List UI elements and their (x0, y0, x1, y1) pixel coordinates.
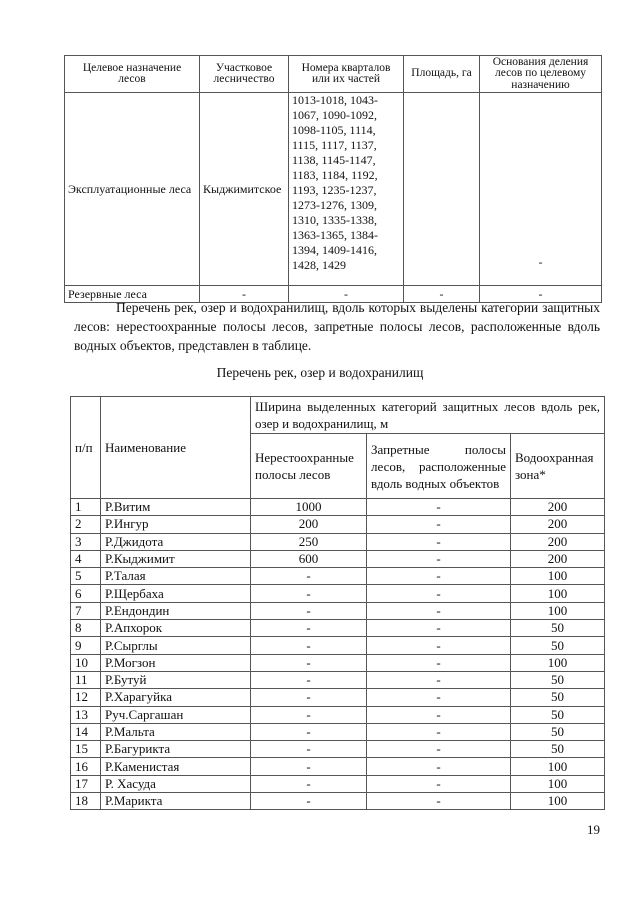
cell-num: 16 (71, 758, 101, 775)
header-num: п/п (71, 397, 101, 499)
cell-forbidden: - (367, 620, 511, 637)
cell-spawning: - (251, 620, 367, 637)
river-row (71, 499, 605, 516)
cell-water-zone: 50 (511, 689, 605, 706)
cell-num: 2 (71, 516, 101, 533)
river-row (71, 585, 605, 602)
header-basis: Основания деления лесов по целевому назначению (480, 56, 602, 93)
cell-water-zone: 100 (511, 602, 605, 619)
cell-spawning: - (251, 758, 367, 775)
cell-water-zone: 200 (511, 550, 605, 567)
header-name: Наименование (101, 397, 251, 499)
river-row (71, 637, 605, 654)
cell-num: 6 (71, 585, 101, 602)
rivers-header-row (71, 397, 605, 434)
page-number: 19 (587, 822, 600, 837)
cell-river-name: Р.Марикта (101, 793, 251, 810)
header-width-group: Ширина выделенных категорий защитных лесов вдоль рек, озер и водохранилищ, м (251, 397, 605, 434)
cell-num: 1 (71, 499, 101, 516)
cell-purpose: Эксплуатационные леса (65, 93, 200, 286)
cell-water-zone: 100 (511, 568, 605, 585)
cell-spawning: - (251, 741, 367, 758)
cell-forbidden: - (367, 516, 511, 533)
cell-river-name: Р.Ингур (101, 516, 251, 533)
cell-forbidden: - (367, 671, 511, 688)
cell-water-zone: 50 (511, 620, 605, 637)
cell-water-zone: 100 (511, 793, 605, 810)
cell-river-name: Р.Щербаха (101, 585, 251, 602)
cell-forbidden: - (367, 585, 511, 602)
cell-river-name: Р.Мальта (101, 723, 251, 740)
cell-forbidden: - (367, 741, 511, 758)
cell-water-zone: 200 (511, 499, 605, 516)
cell-forbidden: - (367, 723, 511, 740)
header-district: Участковое лесничество (200, 56, 289, 93)
forest-purpose-table (64, 55, 602, 303)
river-row (71, 602, 605, 619)
cell-quarters: - (289, 286, 404, 303)
cell-num: 5 (71, 568, 101, 585)
river-row (71, 550, 605, 567)
header-water-zone: Водоохранная зона* (511, 434, 605, 499)
cell-spawning: - (251, 723, 367, 740)
cell-num: 18 (71, 793, 101, 810)
cell-quarters: 1013-1018, 1043-1067, 1090-1092, 1098-1105, 1114, 1115, 1117, 1137, 1138, 1145-1147, 1183, 1184, 1192, 1193, 1235-1237, 1273-1276, 1309, 1310, 1335-1338, 1363-1365, 1384-1394, 1409-1416, 1428, 1429 (289, 93, 404, 286)
cell-water-zone: 50 (511, 671, 605, 688)
river-row (71, 671, 605, 688)
cell-basis: - (480, 93, 602, 286)
cell-water-zone: 50 (511, 706, 605, 723)
cell-river-name: Р.Багурикта (101, 741, 251, 758)
river-row (71, 793, 605, 810)
cell-river-name: Р.Могзон (101, 654, 251, 671)
header-area: Площадь, га (404, 56, 480, 93)
header-quarters: Номера кварталов или их частей (289, 56, 404, 93)
river-row (71, 706, 605, 723)
cell-spawning: 600 (251, 550, 367, 567)
cell-river-name: Р.Витим (101, 499, 251, 516)
cell-area (404, 93, 480, 286)
cell-forbidden: - (367, 550, 511, 567)
cell-forbidden: - (367, 568, 511, 585)
river-row (71, 620, 605, 637)
river-row (71, 533, 605, 550)
cell-river-name: Р.Джидота (101, 533, 251, 550)
cell-num: 4 (71, 550, 101, 567)
cell-num: 3 (71, 533, 101, 550)
cell-num: 11 (71, 671, 101, 688)
cell-spawning: - (251, 671, 367, 688)
cell-num: 7 (71, 602, 101, 619)
cell-num: 8 (71, 620, 101, 637)
river-row (71, 758, 605, 775)
cell-river-name: Руч.Саргашан (101, 706, 251, 723)
river-row (71, 741, 605, 758)
cell-river-name: Р.Ендондин (101, 602, 251, 619)
cell-spawning: - (251, 775, 367, 792)
cell-spawning: - (251, 602, 367, 619)
rivers-table-body (71, 499, 605, 810)
cell-district: - (200, 286, 289, 303)
river-row (71, 689, 605, 706)
cell-forbidden: - (367, 602, 511, 619)
cell-num: 15 (71, 741, 101, 758)
cell-forbidden: - (367, 654, 511, 671)
cell-forbidden: - (367, 706, 511, 723)
header-spawning: Нерестоохранные полосы лесов (251, 434, 367, 499)
cell-area: - (404, 286, 480, 303)
cell-water-zone: 200 (511, 516, 605, 533)
cell-spawning: - (251, 793, 367, 810)
river-row (71, 516, 605, 533)
cell-spawning: - (251, 585, 367, 602)
cell-spawning: - (251, 568, 367, 585)
rivers-table (70, 396, 605, 810)
river-row (71, 723, 605, 740)
cell-river-name: Р.Харагуйка (101, 689, 251, 706)
cell-spawning: 200 (251, 516, 367, 533)
cell-spawning: - (251, 706, 367, 723)
cell-spawning: - (251, 654, 367, 671)
forest-table-header-row (65, 56, 602, 93)
cell-num: 17 (71, 775, 101, 792)
cell-water-zone: 100 (511, 585, 605, 602)
cell-num: 10 (71, 654, 101, 671)
cell-spawning: 250 (251, 533, 367, 550)
cell-forbidden: - (367, 758, 511, 775)
cell-water-zone: 50 (511, 741, 605, 758)
cell-river-name: Р.Каменистая (101, 758, 251, 775)
cell-river-name: Р.Сырглы (101, 637, 251, 654)
cell-forbidden: - (367, 775, 511, 792)
cell-river-name: Р.Бутуй (101, 671, 251, 688)
cell-water-zone: 100 (511, 654, 605, 671)
cell-purpose: Резервные леса (65, 286, 200, 303)
header-purpose: Целевое назначение лесов (65, 56, 200, 93)
cell-num: 9 (71, 637, 101, 654)
cell-water-zone: 50 (511, 637, 605, 654)
cell-river-name: Р. Хасуда (101, 775, 251, 792)
cell-water-zone: 100 (511, 758, 605, 775)
cell-forbidden: - (367, 499, 511, 516)
paragraph-text: Перечень рек, озер и водохранилищ, вдоль которых выделены категории защитных лесов: нерестоохранные полосы лесов, запретные полосы лесов, расположенные вдоль водных объектов, представлен в таблице. (74, 300, 600, 353)
cell-river-name: Р.Апхорок (101, 620, 251, 637)
river-row (71, 568, 605, 585)
cell-forbidden: - (367, 689, 511, 706)
cell-num: 13 (71, 706, 101, 723)
river-row (71, 775, 605, 792)
body-paragraph (74, 298, 600, 355)
cell-forbidden: - (367, 793, 511, 810)
cell-spawning: 1000 (251, 499, 367, 516)
cell-water-zone: 200 (511, 533, 605, 550)
cell-water-zone: 50 (511, 723, 605, 740)
cell-forbidden: - (367, 637, 511, 654)
table-caption: Перечень рек, озер и водохранилищ (216, 365, 424, 380)
cell-num: 14 (71, 723, 101, 740)
cell-river-name: Р.Талая (101, 568, 251, 585)
cell-district: Кыджимитское (200, 93, 289, 286)
cell-water-zone: 100 (511, 775, 605, 792)
forest-table-row (65, 93, 602, 286)
cell-spawning: - (251, 689, 367, 706)
cell-basis: - (480, 286, 602, 303)
cell-num: 12 (71, 689, 101, 706)
cell-river-name: Р.Кыджимит (101, 550, 251, 567)
river-row (71, 654, 605, 671)
header-forbidden: Запретные полосы лесов, расположенные вдоль водных объектов (367, 434, 511, 499)
cell-spawning: - (251, 637, 367, 654)
cell-forbidden: - (367, 533, 511, 550)
